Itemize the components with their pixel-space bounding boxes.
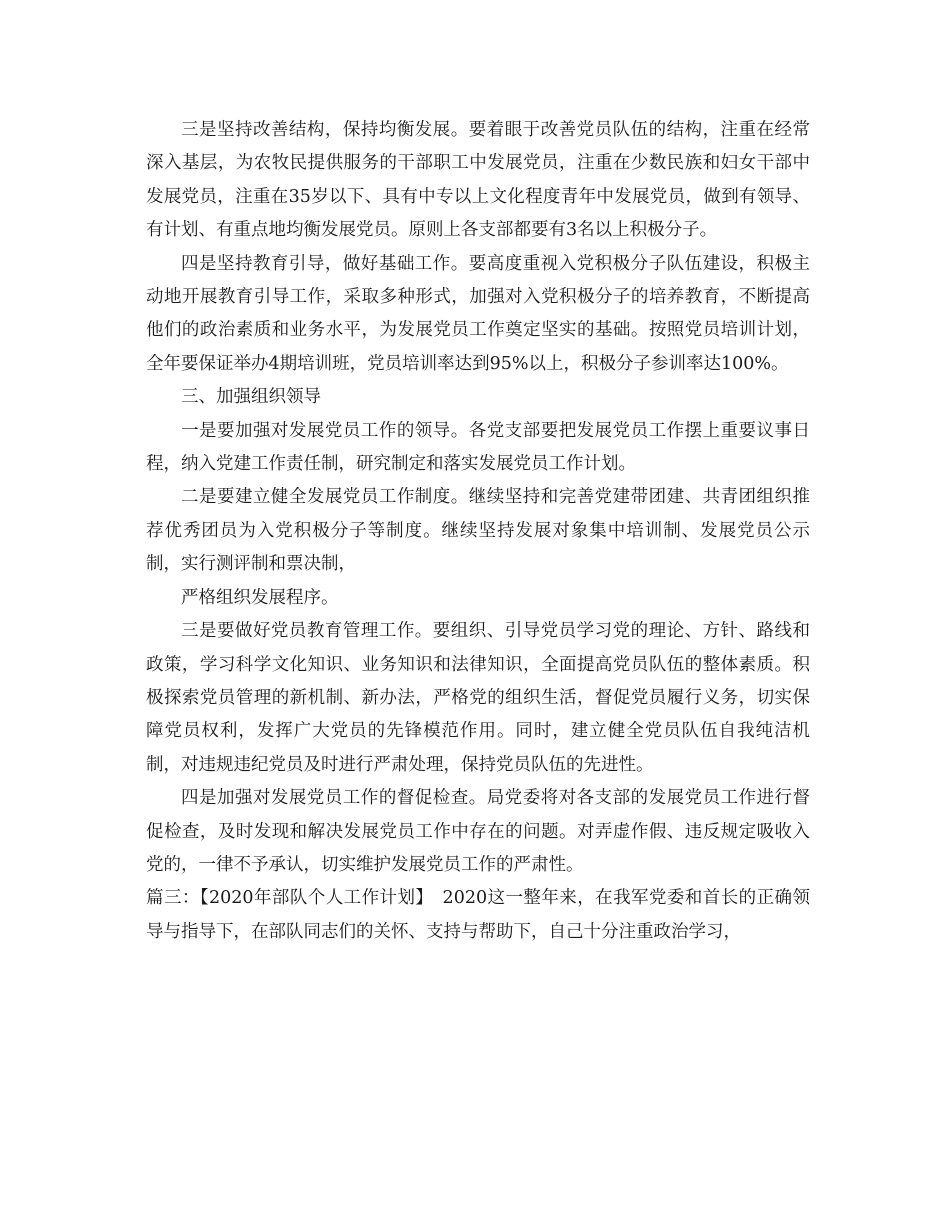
paragraph-supervision: 四是加强对发展党员工作的督促检查。局党委将对各支部的发展党员工作进行督促检查，及时发现和解决发展党员工作中存在的问题。对弄虚作假、违反规定吸收入党的，一律不予承认，切实维护发展党员工作的严肃性。 — [146, 788, 810, 875]
paragraph-article-three-intro: 篇三：【2020年部队个人工作计划】 2020这一整年来，在我军党委和首长的正确领导与指导下，在部队同志们的关怀、支持与帮助下，自己十分注重政治学习， — [146, 888, 810, 942]
paragraph-education-management: 三是要做好党员教育管理工作。要组织、引导党员学习党的理论、方针、路线和政策，学习科学文化知识、业务知识和法律知识，全面提高党员队伍的整体素质。积极探索党员管理的新机制、新办法，严格党的组织生活，督促党员履行义务，切实保障党员权利，发挥广大党员的先锋模范作用。同时，建立健全党员队伍自我纯洁机制，对违规违纪党员及时进行严肃处理，保持党员队伍的先进性。 — [146, 621, 810, 775]
document-body — [146, 114, 810, 949]
paragraph-education-guidance: 四是坚持教育引导，做好基础工作。要高度重视入党积极分子队伍建设，积极主动地开展教育引导工作，采取多种形式，加强对入党积极分子的培养教育，不断提高他们的政治素质和业务水平，为发展党员工作奠定坚实的基础。按照党员培训计划，全年要保证举办4期培训班，党员培训率达到95%以上，积极分子参训率达100%。 — [146, 253, 810, 374]
paragraph-strict-procedure: 严格组织发展程序。 — [181, 587, 339, 608]
section-heading-strengthen-leadership: 三、加强组织领导 — [181, 387, 321, 408]
paragraph-work-system: 二是要建立健全发展党员工作制度。继续坚持和完善党建带团建、共青团组织推荐优秀团员为入党积极分子等制度。继续坚持发展对象集中培训制、发展党员公示制，实行测评制和票决制， — [146, 487, 810, 575]
paragraph-balanced-structure: 三是坚持改善结构，保持均衡发展。要着眼于改善党员队伍的结构，注重在经常深入基层，为农牧民提供服务的干部职工中发展党员，注重在少数民族和妇女干部中发展党员，注重在35岁以下、具有中专以上文化程度青年中发展党员，做到有领导、有计划、有重点地均衡发展党员。原则上各支部都要有3名以上积极分子。 — [146, 120, 810, 241]
paragraph-leadership: 一是要加强对发展党员工作的领导。各党支部要把发展党员工作摆上重要议事日程，纳入党建工作责任制，研究制定和落实发展党员工作计划。 — [146, 420, 810, 475]
